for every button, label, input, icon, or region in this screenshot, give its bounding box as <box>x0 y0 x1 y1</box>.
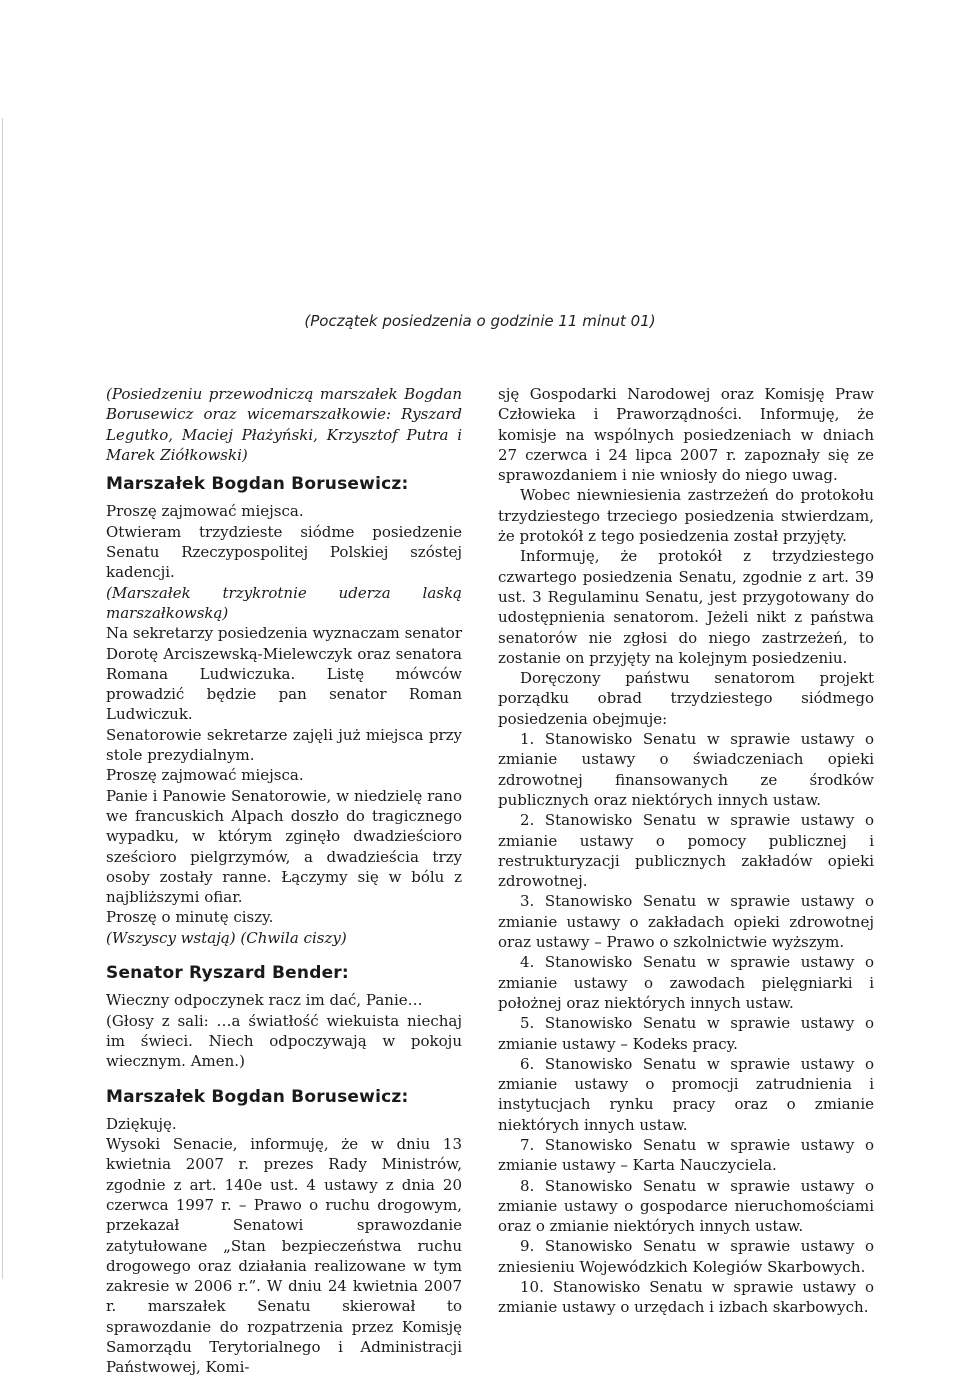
paragraph: sję Gospodarki Narodowej oraz Komisję Praw Człowieka i Praworządności. Informuję, że komisje na wspólnych posiedzeniach w dniach 27 czerwca i 24 lipca 2007 r. zapoznały się ze sprawozdaniem i nie wniosły do niego uwag. <box>498 385 874 485</box>
paragraph: Panie i Panowie Senatorowie, w niedzielę rano we francuskich Alpach doszło do tragicznego wypadku, w którym zginęło dwadzieścioro sześcioro pielgrzymów, a dwadzieścia trzy osoby zostały ranne. Łączymy się w bólu z najbliższymi ofiar. <box>106 786 462 907</box>
session-start-note: (Początek posiedzenia o godzinie 11 minut 01) <box>304 312 656 330</box>
paragraph: Otwieram trzydzieste siódme posiedzenie Senatu Rzeczypospolitej Polskiej szóstej kadencji. <box>106 522 462 582</box>
left-column <box>106 384 462 1378</box>
agenda-item: 6. Stanowisko Senatu w sprawie ustawy o zmianie ustawy o promocji zatrudnienia i instytucjach rynku pracy oraz o zmianie niektórych innych ustaw. <box>498 1054 874 1134</box>
paragraph: (Głosy z sali: …a światłość wiekuista niechaj im świeci. Niech odpoczywają w pokoju wiecznym. Amen.) <box>106 1011 462 1071</box>
agenda-item: 10. Stanowisko Senatu w sprawie ustawy o zmianie ustawy o urzędach i izbach skarbowych. <box>498 1278 874 1317</box>
paragraph: Wobec niewniesienia zastrzeżeń do protokołu trzydziestego trzeciego posiedzenia stwierdzam, że protokół z tego posiedzenia został przyjęty. <box>498 486 874 546</box>
speaker-heading: Senator Ryszard Bender: <box>106 963 349 984</box>
paragraph: Proszę zajmować miejsca. <box>106 502 304 521</box>
agenda-item: 4. Stanowisko Senatu w sprawie ustawy o zmianie ustawy o zawodach pielęgniarki i położnej oraz niektórych innych ustaw. <box>498 953 874 1012</box>
paragraph: Proszę zajmować miejsca. <box>106 766 304 785</box>
paragraph: Wieczny odpoczynek racz im dać, Panie… <box>106 991 423 1010</box>
presiding-note: (Posiedzeniu przewodniczą marszałek Bogdan Borusewicz oraz wicemarszałkowie: Ryszard Legutko, Maciej Płażyński, Krzysztof Putra i Marek Ziółkowski) <box>106 385 462 464</box>
agenda-item: 5. Stanowisko Senatu w sprawie ustawy o zmianie ustawy – Kodeks pracy. <box>498 1014 874 1053</box>
agenda-item: 3. Stanowisko Senatu w sprawie ustawy o zmianie ustawy o zakładach opieki zdrowotnej oraz ustawy – Prawo o szkolnictwie wyższym. <box>498 892 874 952</box>
paragraph: Na sekretarzy posiedzenia wyznaczam senator Dorotę Arciszewską-Mielewczyk oraz senatora Romana Ludwiczuka. Listę mówców prowadzić będzie pan senator Roman Ludwiczuk. <box>106 624 462 724</box>
agenda-item: 2. Stanowisko Senatu w sprawie ustawy o zmianie ustawy o pomocy publicznej i restrukturyzacji publicznych zakładów opieki zdrowotnej. <box>498 811 874 891</box>
paragraph: Doręczony państwu senatorom projekt porządku obrad trzydziestego siódmego posiedzenia obejmuje: <box>498 669 874 728</box>
agenda-item: 8. Stanowisko Senatu w sprawie ustawy o zmianie ustawy o gospodarce nieruchomościami oraz o zmianie niektórych innych ustaw. <box>498 1176 874 1236</box>
agenda-item: 1. Stanowisko Senatu w sprawie ustawy o zmianie ustawy o świadczeniach opieki zdrowotnej finansowanych ze środków publicznych oraz niektórych innych ustaw. <box>498 730 874 809</box>
right-column <box>498 384 874 1318</box>
page-edge-line <box>2 118 3 1279</box>
paragraph: Senatorowie sekretarze zajęli już miejsca przy stole prezydialnym. <box>106 725 462 765</box>
agenda-item: 7. Stanowisko Senatu w sprawie ustawy o zmianie ustawy – Karta Nauczyciela. <box>498 1135 874 1175</box>
agenda-item: 9. Stanowisko Senatu w sprawie ustawy o zniesieniu Wojewódzkich Kolegiów Skarbowych. <box>498 1237 874 1276</box>
speaker-heading: Marszałek Bogdan Borusewicz: <box>106 474 409 495</box>
paragraph: Proszę o minutę ciszy. <box>106 908 274 927</box>
paragraph: Dziękuję. <box>106 1114 177 1133</box>
stage-direction: (Wszyscy wstają) (Chwila ciszy) <box>106 928 347 947</box>
stage-direction: (Marszałek trzykrotnie uderza laską marszałkowską) <box>106 583 462 622</box>
speaker-heading: Marszałek Bogdan Borusewicz: <box>106 1086 409 1107</box>
paragraph: Wysoki Senacie, informuję, że w dniu 13 kwietnia 2007 r. prezes Rady Ministrów, zgodnie z art. 140e ust. 4 ustawy z dnia 20 czerwca 1997 r. – Prawo o ruchu drogowym, przekazał Senatowi sprawozdanie zatytułowane „Stan bezpieczeństwa ruchu drogowego oraz działania realizowane w tym zakresie w 2006 r.”. W dniu 24 kwietnia 2007 r. marszałek Senatu skierował to sprawozdanie do rozpatrzenia przez Komisję Samorządu Terytorialnego i Administracji Państwowej, Komi- <box>106 1135 462 1377</box>
paragraph: Informuję, że protokół z trzydziestego czwartego posiedzenia Senatu, zgodnie z art. 39 ust. 3 Regulaminu Senatu, jest przygotowany do udostępnienia senatorom. Jeżeli nikt z państwa senatorów nie zgłosi do niego zastrzeżeń, to zostanie on przyjęty na kolejnym posiedzeniu. <box>498 547 874 667</box>
